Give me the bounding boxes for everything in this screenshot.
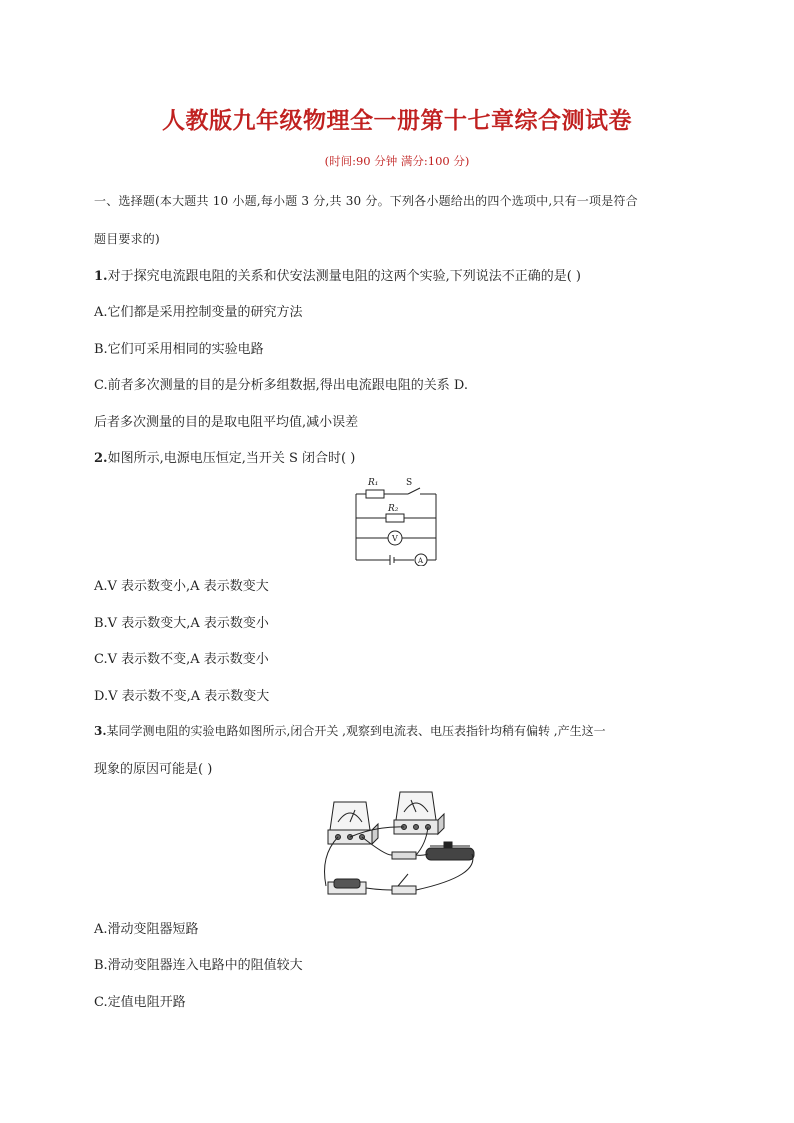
- r1-label: R₁: [368, 478, 379, 488]
- battery-holder-icon: [328, 879, 366, 894]
- question-2-text: 如图所示,电源电压恒定,当开关 S 闭合时( ): [107, 451, 356, 466]
- question-1-option-b: B.它们可采用相同的实验电路: [94, 342, 264, 357]
- r2-label: R₂: [388, 504, 399, 514]
- question-3-stem-line2: 现象的原因可能是( ): [94, 762, 213, 777]
- question-3-option-c: C.定值电阻开路: [94, 995, 186, 1010]
- switch-label: S: [406, 478, 413, 488]
- question-1-option-d: 后者多次测量的目的是取电阻平均值,减小误差: [94, 415, 359, 430]
- question-3-text: 某同学测电阻的实验电路如图所示,闭合开关 ,观察到电流表、电压表指针均稍有偏转 ,产生这一: [106, 724, 606, 738]
- question-2-option-a: A.V 表示数变小,A 表示数变大: [94, 579, 269, 594]
- resistor-r2: [386, 514, 404, 522]
- knife-switch-icon: [392, 874, 416, 894]
- section-heading-line1: 一、选择题(本大题共 10 小题,每小题 3 分,共 30 分。下列各小题给出的四个选项中,只有一项是符合: [94, 194, 638, 208]
- question-3-option-b: B.滑动变阻器连入电路中的阻值较大: [94, 958, 303, 973]
- resistor-r1: [366, 490, 384, 498]
- question-2-stem: [94, 447, 355, 466]
- ammeter-label: A: [418, 557, 424, 565]
- question-3-stem-line1: [94, 722, 606, 739]
- question-2-option-d: D.V 表示数不变,A 表示数变大: [94, 689, 270, 704]
- question-2-option-b: B.V 表示数变大,A 表示数变小: [94, 616, 269, 631]
- circuit-diagram: [350, 474, 440, 566]
- switch-s: [408, 488, 420, 494]
- page-title: 人教版九年级物理全一册第十七章综合测试卷: [162, 107, 632, 134]
- experiment-apparatus-figure: [316, 786, 486, 902]
- question-1-stem: [94, 265, 581, 284]
- question-3-option-a: A.滑动变阻器短路: [94, 922, 199, 937]
- question-1-option-a: A.它们都是采用控制变量的研究方法: [94, 305, 303, 320]
- question-3-number: 3.: [94, 724, 107, 738]
- fixed-resistor-icon: [392, 852, 416, 859]
- question-1-option-c: C.前者多次测量的目的是分析多组数据,得出电流跟电阻的关系 D.: [94, 378, 468, 393]
- voltmeter-device-icon: [394, 792, 444, 834]
- ammeter-device-icon: [328, 802, 378, 844]
- voltmeter-label: V: [392, 534, 398, 543]
- question-2-number: 2.: [94, 451, 108, 466]
- rheostat-icon: [426, 842, 474, 860]
- page-subtitle: (时间:90 分钟 满分:100 分): [324, 154, 470, 168]
- section-heading-line2: 题目要求的): [94, 232, 160, 246]
- question-2-option-c: C.V 表示数不变,A 表示数变小: [94, 652, 269, 667]
- question-1-text: 对于探究电流跟电阻的关系和伏安法测量电阻的这两个实验,下列说法不正确的是( ): [107, 269, 581, 284]
- question-1-number: 1.: [94, 269, 108, 284]
